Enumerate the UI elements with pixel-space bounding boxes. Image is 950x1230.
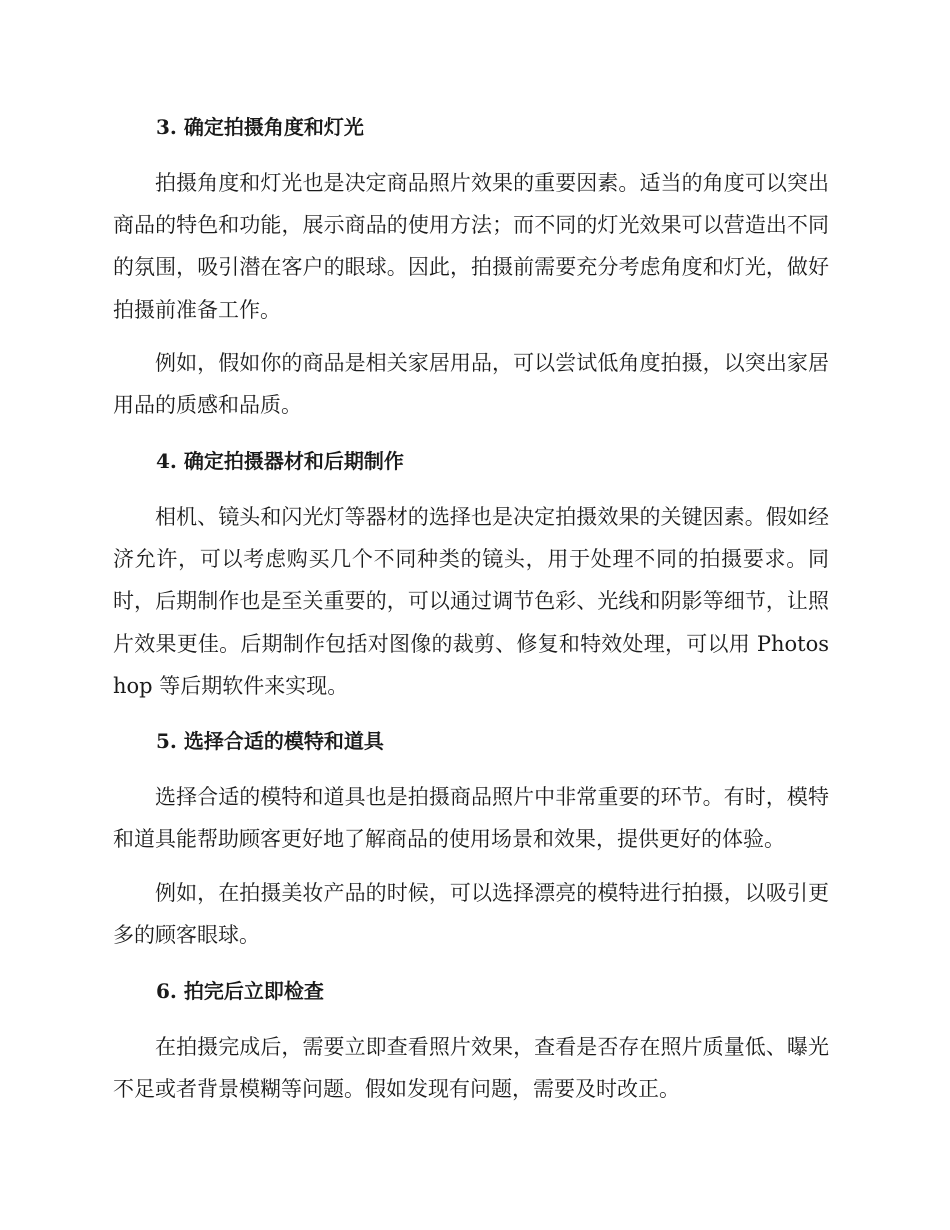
section-heading-check-after-shooting: 6. 拍完后立即检查 — [156, 979, 324, 1003]
paragraph-home-goods-example: 例如，假如你的商品是相关家居用品，可以尝试低角度拍摄，以突出家居用品的质感和品质。 — [113, 351, 829, 418]
paragraph-equipment-postproduction: 相机、镜头和闪光灯等器材的选择也是决定拍摄效果的关键因素。假如经济允许，可以考虑购买几个不同种类的镜头，用于处理不同的拍摄要求。同时，后期制作也是至关重要的，可以通过调节色彩、光线和阴影等细节，让照片效果更佳。后期制作包括对图像的裁剪、修复和特效处理，可以用 Photoshop 等后期软件来实现。 — [113, 505, 829, 698]
section-heading-equipment-postproduction: 4. 确定拍摄器材和后期制作 — [156, 449, 404, 473]
paragraph-angle-lighting: 拍摄角度和灯光也是决定商品照片效果的重要因素。适当的角度可以突出商品的特色和功能，展示商品的使用方法；而不同的灯光效果可以营造出不同的氛围，吸引潜在客户的眼球。因此，拍摄前需要充分考虑角度和灯光，做好拍摄前准备工作。 — [113, 171, 829, 322]
paragraph-beauty-example: 例如，在拍摄美妆产品的时候，可以选择漂亮的模特进行拍摄，以吸引更多的顾客眼球。 — [113, 881, 829, 948]
paragraph-models-props: 选择合适的模特和道具也是拍摄商品照片中非常重要的环节。有时，模特和道具能帮助顾客更好地了解商品的使用场景和效果，提供更好的体验。 — [113, 785, 829, 852]
section-heading-models-props: 5. 选择合适的模特和道具 — [156, 729, 384, 753]
paragraph-check-after-shooting: 在拍摄完成后，需要立即查看照片效果，查看是否存在照片质量低、曝光不足或者背景模糊等问题。假如发现有问题，需要及时改正。 — [113, 1035, 829, 1102]
section-heading-angle-lighting: 3. 确定拍摄角度和灯光 — [156, 115, 364, 139]
